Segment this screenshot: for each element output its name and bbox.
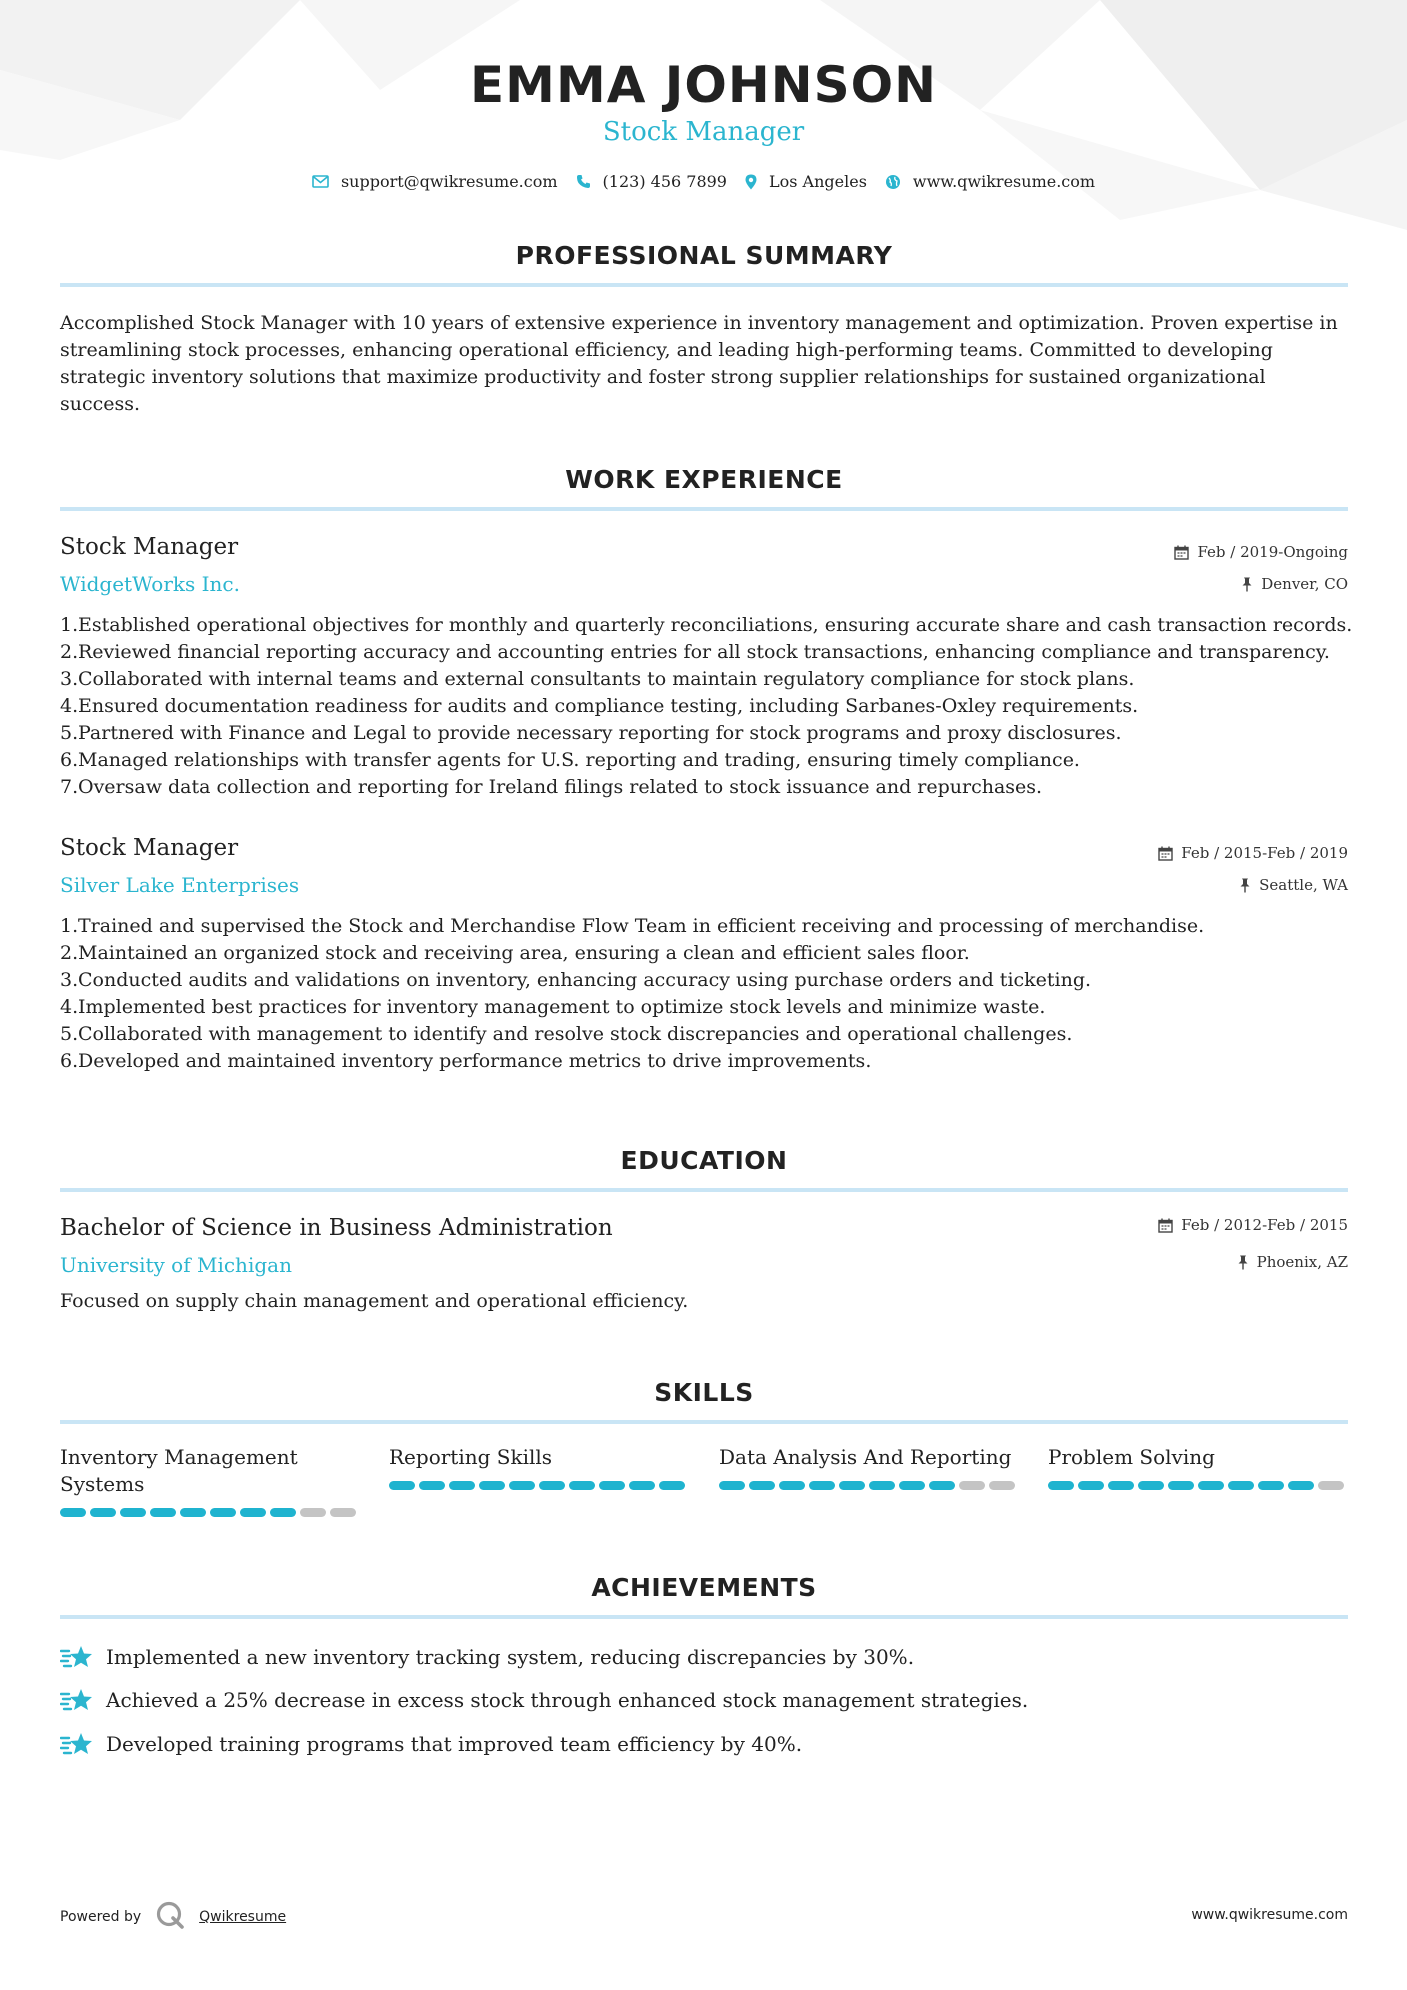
skill-segment-filled [509,1481,535,1490]
calendar-icon [1174,545,1189,560]
achievement-text: Implemented a new inventory tracking system, reducing discrepancies by 30%. [106,1645,915,1669]
achievements-heading: ACHIEVEMENTS [591,1573,817,1602]
skill-segment-filled [449,1481,475,1490]
list-item: 3. Collaborated with internal teams and external consultants to maintain regulatory compliance for stock plans. [60,668,1135,690]
list-item: 2. Reviewed financial reporting accuracy and accounting entries for all stock transactions, enhancing compliance and transparency. [60,641,1330,663]
job-dates [1174,545,1348,560]
star-icon [60,1644,94,1670]
calendar-icon [1158,846,1173,861]
job-location-text: Denver, CO [1261,575,1348,593]
summary-heading: PROFESSIONAL SUMMARY [515,241,893,270]
achievement-item [60,1731,802,1757]
skill-segment-filled [839,1481,865,1490]
mail-icon [312,175,329,188]
skill-segment-filled [1048,1481,1074,1490]
list-item: 5. Partnered with Finance and Legal to provide necessary reporting for stock programs and proxy disclosures. [60,722,1122,744]
skill-segment-filled [1108,1481,1134,1490]
achievement-text: Developed training programs that improved team efficiency by 40%. [106,1732,803,1756]
calendar-icon [1158,1218,1173,1233]
skill-segment-empty [330,1508,356,1517]
education-divider [60,1188,1348,1192]
skill-name: Inventory Management Systems [60,1445,298,1496]
skill-segment-empty [959,1481,985,1490]
degree-title: Bachelor of Science in Business Administration [60,1215,613,1241]
star-icon [60,1731,94,1757]
skill-segment-filled [809,1481,835,1490]
job-title: Stock Manager [60,534,239,560]
phone-icon [576,174,591,189]
job-responsibilities [60,913,1360,1075]
skill-level-bar [719,1481,1019,1490]
contact-bar [0,172,1407,191]
skill-segment-filled [60,1508,86,1517]
job-location [1241,577,1348,592]
achievement-text: Achieved a 25% decrease in excess stock through enhanced stock management strategies. [106,1688,1029,1712]
pin-icon [1237,1255,1249,1270]
skills-heading: SKILLS [654,1378,754,1407]
skill-segment-filled [749,1481,775,1490]
star-icon [60,1687,94,1713]
skill-segment-empty [989,1481,1015,1490]
job-dates [1158,846,1348,861]
summary-text: Accomplished Stock Manager with 10 years of extensive experience in inventory management and optimization. Proven expertise in streamlining stock processes, enhancing operational efficiency, and leading high-performing teams. Committed to developing strategic inventory solutions that maximize productivity and foster strong supplier relationships for sustained organizational success. [60,312,1338,415]
achievement-item [60,1687,1028,1713]
job-dates-text: Feb / 2019-Ongoing [1197,543,1348,561]
skill-level-bar [60,1508,360,1517]
education-description: Focused on supply chain management and operational efficiency. [60,1290,689,1312]
list-item: 7. Oversaw data collection and reporting for Ireland filings related to stock issuance and repurchases. [60,776,1043,798]
skill-segment-filled [1288,1481,1314,1490]
candidate-name: EMMA JOHNSON [470,56,937,114]
list-item: 3. Conducted audits and validations on inventory, enhancing accuracy using purchase orders and ticketing. [60,969,1092,991]
skill-segment-filled [210,1508,236,1517]
job-location-text: Seattle, WA [1259,876,1348,894]
location-icon [745,174,757,190]
list-item: 1. Trained and supervised the Stock and Merchandise Flow Team in efficient receiving and processing of merchandise. [60,915,1205,937]
powered-by-label: Powered by [60,1909,142,1925]
skill-segment-filled [270,1508,296,1517]
skill-segment-filled [869,1481,895,1490]
skill-name: Data Analysis And Reporting [719,1445,1012,1469]
contact-email[interactable] [312,172,558,191]
skill-item [389,1444,689,1490]
skill-segment-filled [569,1481,595,1490]
skill-segment-filled [120,1508,146,1517]
qwikresume-link[interactable]: Qwikresume [199,1909,287,1925]
skill-level-bar [1048,1481,1348,1490]
skill-segment-empty [300,1508,326,1517]
pin-icon [1241,577,1253,592]
skill-segment-filled [479,1481,505,1490]
list-item: 4. Implemented best practices for inventory management to optimize stock levels and minimize waste. [60,996,1046,1018]
skill-segment-filled [1078,1481,1104,1490]
job-company: WidgetWorks Inc. [60,572,240,596]
contact-phone[interactable] [576,172,727,191]
contact-website-text: www.qwikresume.com [912,172,1096,191]
contact-location [745,172,867,191]
skill-level-bar [389,1481,689,1490]
job-title: Stock Manager [60,835,239,861]
education-dates [1158,1218,1348,1233]
pin-icon [1239,878,1251,893]
candidate-title: Stock Manager [602,117,805,147]
skill-segment-empty [1318,1481,1344,1490]
achievements-divider [60,1615,1348,1619]
skill-segment-filled [419,1481,445,1490]
skill-segment-filled [1198,1481,1224,1490]
skill-segment-filled [90,1508,116,1517]
list-item: 2. Maintained an organized stock and receiving area, ensuring a clean and efficient sales floor. [60,942,970,964]
footer-website[interactable]: www.qwikresume.com [1191,1907,1348,1923]
skill-segment-filled [389,1481,415,1490]
footer-powered-by [60,1900,286,1934]
globe-icon [885,174,901,190]
list-item: 5. Collaborated with management to identify and resolve stock discrepancies and operational challenges. [60,1023,1073,1045]
job-company: Silver Lake Enterprises [60,873,300,897]
school-name: University of Michigan [60,1253,292,1277]
skill-name: Problem Solving [1048,1445,1215,1469]
skill-item [1048,1444,1348,1490]
list-item: 4. Ensured documentation readiness for audits and compliance testing, including Sarbanes-Oxley requirements. [60,695,1139,717]
job-responsibilities [60,612,1360,801]
skill-segment-filled [659,1481,685,1490]
education-location [1237,1255,1348,1270]
skill-segment-filled [240,1508,266,1517]
skill-segment-filled [629,1481,655,1490]
skill-segment-filled [180,1508,206,1517]
skill-segment-filled [1228,1481,1254,1490]
skill-segment-filled [1258,1481,1284,1490]
summary-divider [60,283,1348,287]
list-item: 1. Established operational objectives for monthly and quarterly reconciliations, ensuring accurate share and cash transaction records. [60,614,1353,636]
achievement-item [60,1644,914,1670]
skill-segment-filled [779,1481,805,1490]
experience-heading: WORK EXPERIENCE [565,465,843,494]
qwikresume-logo-icon [155,1900,185,1934]
contact-email-text: support@qwikresume.com [340,172,558,191]
contact-location-text: Los Angeles [768,172,867,191]
skill-segment-filled [150,1508,176,1517]
skill-segment-filled [929,1481,955,1490]
skill-item [719,1444,1019,1490]
list-item: 6. Developed and maintained inventory performance metrics to drive improvements. [60,1050,872,1072]
contact-website[interactable] [885,172,1095,191]
skill-segment-filled [599,1481,625,1490]
skill-segment-filled [1138,1481,1164,1490]
job-dates-text: Feb / 2015-Feb / 2019 [1181,844,1348,862]
skills-divider [60,1420,1348,1424]
skill-segment-filled [1168,1481,1194,1490]
skill-segment-filled [539,1481,565,1490]
education-location-text: Phoenix, AZ [1256,1253,1348,1271]
experience-divider [60,507,1348,511]
list-item: 6. Managed relationships with transfer agents for U.S. reporting and trading, ensuring timely compliance. [60,749,1080,771]
skill-item [60,1444,360,1517]
skill-segment-filled [899,1481,925,1490]
education-dates-text: Feb / 2012-Feb / 2015 [1181,1216,1348,1234]
job-location [1239,878,1348,893]
skill-segment-filled [719,1481,745,1490]
skill-name: Reporting Skills [389,1445,553,1469]
contact-phone-text: (123) 456 7899 [602,172,727,191]
education-heading: EDUCATION [620,1146,788,1175]
